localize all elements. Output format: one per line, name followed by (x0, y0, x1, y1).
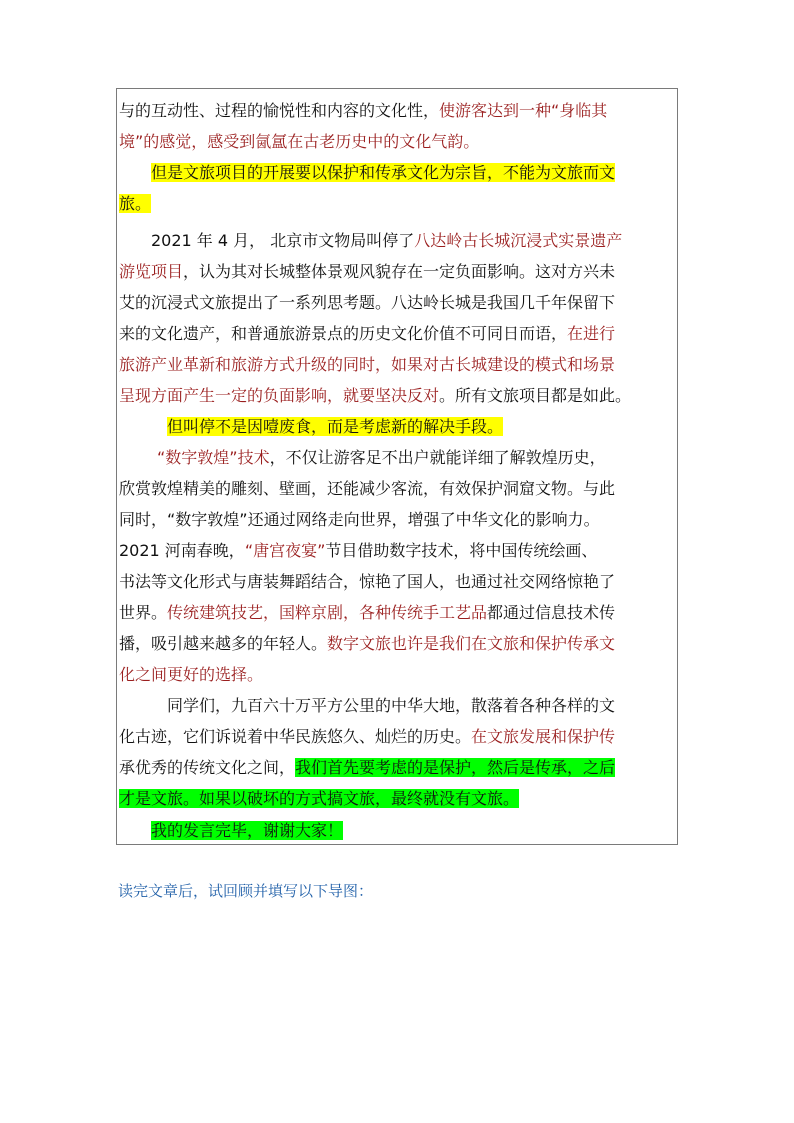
essay-line (119, 724, 615, 750)
text-run: 来的文化遗产，和普通旅游景点的历史文化价值不可同日而语， (119, 324, 568, 343)
highlighted-text: 旅。 (119, 194, 152, 213)
text-run: 节目借助数字技术，将中国传统绘画、 (325, 541, 598, 560)
emphasis-text: 数字文旅也许是我们在文旅和保护传承文 (327, 634, 616, 653)
essay-line (119, 786, 519, 812)
essay-line (151, 160, 615, 186)
text-run: 2021 河南春晚， (119, 541, 245, 560)
essay-line (119, 383, 631, 409)
emphasis-text: 游览项目 (119, 262, 184, 281)
emphasis-text: 旅游产业革新和旅游方式升级的同时，如果对古长城建设的模式和场景 (119, 355, 616, 374)
essay-line (119, 755, 615, 781)
text-run: 欣赏敦煌精美的雕刻、壁画，还能减少客流，有效保护洞窟文物。与此 (119, 479, 616, 498)
text-run: 世界。 (119, 603, 168, 622)
text-run: 艾的沉浸式文旅提出了一系列思考题。八达岭长城是我国几千年保留下 (119, 293, 616, 312)
instruction-prompt: 读完文章后，试回顾并填写以下导图： (118, 882, 374, 900)
essay-line (119, 507, 600, 533)
emphasis-text: “数字敦煌”技术 (157, 448, 270, 467)
text-run: 承优秀的传统文化之间， (119, 758, 296, 777)
highlighted-text: 我们首先要考虑的是保护，然后是传承，之后 (295, 758, 616, 777)
essay-line (119, 600, 615, 626)
essay-line (151, 818, 343, 844)
essay-line (119, 662, 263, 688)
text-run: 同学们，九百六十万平方公里的中华大地，散落着各种各样的文 (167, 696, 616, 715)
essay-line (157, 445, 606, 471)
text-run: 同时，“数字敦煌”还通过网络走向世界，增强了中华文化的影响力。 (119, 510, 600, 529)
essay-line (119, 631, 615, 657)
essay-line (119, 352, 615, 378)
text-run: ，不仅让游客足不出户就能详细了解敦煌历史， (269, 448, 606, 467)
essay-line (119, 321, 615, 347)
emphasis-text: 化之间更好的选择。 (119, 665, 264, 684)
text-run: 播，吸引越来越多的年轻人。 (119, 634, 328, 653)
text-run: 。所有文旅项目都是如此。 (439, 386, 632, 405)
highlighted-text: 但是文旅项目的开展要以保护和传承文化为宗旨，不能为文旅而文 (151, 163, 616, 182)
emphasis-text: 八达岭古长城沉浸式实景遗产 (414, 231, 623, 250)
emphasis-text: 在进行 (567, 324, 616, 343)
emphasis-text: “唐宫夜宴” (244, 541, 326, 560)
essay-line (119, 538, 597, 564)
text-run: 2021 年 4 月， 北京市文物局叫停了 (151, 231, 415, 250)
essay-line (119, 569, 615, 595)
emphasis-text: 传统建筑技艺，国粹京剧，各种传统手工艺品 (167, 603, 488, 622)
text-run: 都通过信息技术传 (487, 603, 616, 622)
essay-line (119, 290, 615, 316)
highlighted-text: 才是文旅。如果以破坏的方式搞文旅，最终就没有文旅。 (119, 789, 520, 808)
text-run: 化古迹，它们诉说着中华民族悠久、灿烂的历史。 (119, 727, 472, 746)
essay-line (119, 129, 479, 155)
emphasis-text: 呈现方面产生一定的负面影响，就要坚决反对 (119, 386, 440, 405)
highlighted-text: 但叫停不是因噎废食，而是考虑新的解决手段。 (167, 417, 504, 436)
text-run: 与的互动性、过程的愉悦性和内容的文化性， (119, 101, 440, 120)
emphasis-text: 境”的感觉，感受到氤氲在古老历史中的文化气韵。 (119, 132, 480, 151)
essay-line (119, 476, 615, 502)
essay-line (167, 693, 615, 719)
highlighted-text: 我的发言完毕，谢谢大家！ (151, 821, 344, 840)
text-run: 书法等文化形式与唐装舞蹈结合，惊艳了国人，也通过社交网络惊艳了 (119, 572, 616, 591)
essay-line (167, 414, 503, 440)
emphasis-text: 使游客达到一种“身临其 (439, 101, 608, 120)
essay-line (119, 259, 615, 285)
essay-line (119, 98, 607, 124)
essay-line (119, 191, 151, 217)
essay-line (151, 228, 622, 254)
emphasis-text: 在文旅发展和保护传 (471, 727, 616, 746)
text-run: ，认为其对长城整体景观风貌存在一定负面影响。这对方兴未 (183, 262, 616, 281)
